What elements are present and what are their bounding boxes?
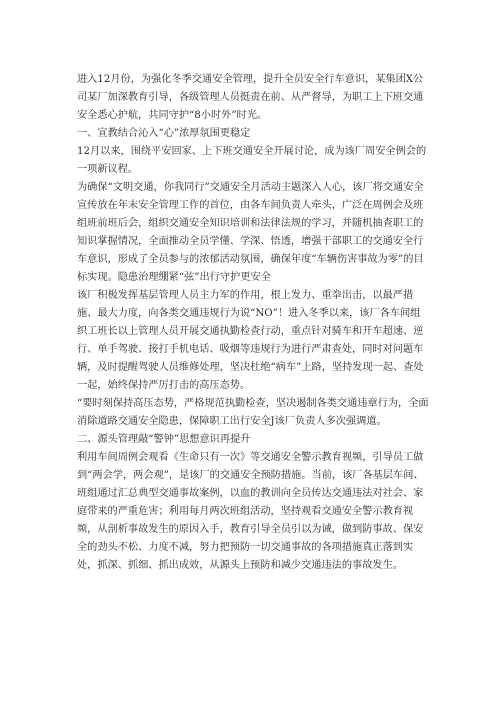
section-heading-1: 一、宣教结合沁入“心”浓厚氛围更稳定: [77, 128, 251, 139]
section1-paragraph-1: 12月以来，围绕平安回家、上下班交通安全开展讨论，成为该厂周安全例会的一项新议程。: [77, 146, 427, 175]
section1-paragraph-2: 为确保“文明交通，你我同行”交通安全月活动主题深入人心，该厂将交通安全宣传放在年末安全管理工作的首位，由各车间负责人牵头，广泛在周例会及班组班前班后会，组织交通安全知识培训和法律法规的学习，并随机抽查职工的知识掌握情况，全面推动全员学懂、学深、悟透，增强干部职工的交通安全行车意识，形成了全员参与的浓郁活动氛围，确保年度“车辆伤害事故为零”的目标实现。隐患治理绷紧“弦”出行守护更安全: [77, 182, 424, 283]
intro-paragraph: 进入12月份，为强化冬季交通安全管理，提升全员安全行车意识，某集团X公司某厂加深教育引导，各级管理人员挺责在前、从严督导，为职工上下班交通安全悉心护航，共同守护“8小时外”时光。: [77, 74, 424, 121]
section1-paragraph-4: “要时刻保持高压态势，严格规范执勤检查，坚决遏制各类交通违章行为，全面消除道路交通安全隐患，保障职工出行安全J该厂负责人多次强调道。: [77, 398, 429, 427]
section1-paragraph-3: 该厂积极发挥基层管理人员主力军的作用，根上发力、重拳出击，以最严措施、最大力度，向各类交通违规行为说“NO”！进入冬季以来，该厂各车间组织工班长以上管理人员开展交通执勤检查行动，重点针对骑车和开车超速、逆行、单手驾驶、接打手机电话、吸烟等违规行为进行严肃查处，同时对问题车辆，及时提醒驾驶人员维修处理，坚决杜绝“病车”上路，坚持发现一起、查处一起，始终保持严厉打击的高压态势。: [77, 290, 424, 391]
section-heading-2: 二、源头管理敲“警钟”思想意识再提升: [77, 434, 251, 445]
section2-paragraph-1: 利用车间周例会观看《生命只有一次》等交通安全警示教育视频，引导员工做到“两会学，两会观”，是该厂的交通安全预防措施。当前，该厂各基层车间、班组通过汇总典型交通事故案例，以血的教训向全员传达交通违法对社会、家庭带来的严重危害；利用每月两次班组活动，坚持观看交通安全警示教育视频，从剖析事故发生的原因入手，教育引导全员引以为诫，做到防事故、保安全的劲头不松、力度不减，努力把预防一切交通事故的各项措施真正落到实处，抓深、抓细、抓出成效，从源头上预防和减少交通违法的事故发生。: [77, 452, 424, 571]
